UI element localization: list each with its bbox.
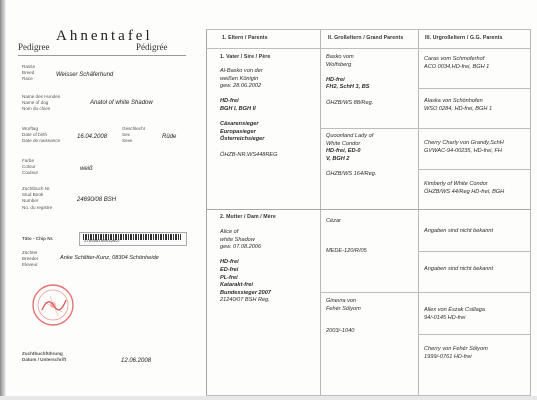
- entry-line: Basko vom: [326, 54, 354, 60]
- entry-line: gew. 07.08.2006: [220, 244, 262, 251]
- greatgrandparent-8: [424, 346, 488, 361]
- entry-line: ÖHZB/WS 88/Reg.: [326, 99, 374, 106]
- race-value: Weisser Schäferhund: [56, 72, 114, 78]
- entry-line: 21240/07 BSH Reg.: [220, 297, 270, 304]
- sex-value: Rüde: [162, 134, 177, 140]
- entry-line: Al-Basko von der: [220, 68, 263, 74]
- grid-gp-1: [320, 128, 531, 129]
- entry-line: Europasieger: [220, 128, 256, 135]
- greatgrandparent-3: [424, 140, 504, 155]
- entry-line: Cherry von Fehér Sólyom: [424, 346, 488, 352]
- entry-line: ED-frei: [220, 266, 239, 273]
- entry-line: ÖHZB-NR.WS448REG: [220, 151, 278, 158]
- entry-line: BGH I, BGH II: [220, 105, 256, 112]
- entry-line: MEDE-120/R/05: [326, 248, 367, 255]
- entry-line: Alice of: [220, 229, 239, 235]
- entry-line: [326, 69, 373, 77]
- grid-col-1: [206, 29, 207, 396]
- greatgrandparent-4: [424, 181, 504, 196]
- entry-line: weißen Königin: [220, 75, 259, 82]
- entry-line: [326, 226, 367, 234]
- studbook-value: 24690/08 BSH: [77, 197, 117, 203]
- grid-ggp-5: [418, 251, 531, 252]
- entry-line: 1999/-0761 HD-frei: [424, 353, 472, 360]
- entry-line: [326, 321, 361, 329]
- pedigree-fr: Pédigrée: [136, 42, 168, 52]
- breeding-club-seal: [30, 282, 76, 328]
- chip-sticker: [79, 232, 187, 246]
- breeder-value: Anke Schlitter-Kunz, 08304 Schönheide: [60, 255, 159, 261]
- entry-line: Katarakt-frei: [220, 282, 253, 289]
- entry-line: 2003/-1040: [326, 328, 355, 335]
- scan-border-bottom: [0, 396, 537, 400]
- entry-line: Cherry Charly von Grandy,SchH: [424, 140, 504, 146]
- greatgrandparent-2: [424, 98, 492, 113]
- entry-line: FH2, SchH 3, BS: [326, 84, 370, 91]
- entry-line: WSO 0284, HD-frei, BGH 1: [424, 105, 493, 112]
- grid-mid: [206, 209, 531, 210]
- entry-line: ÖHZB/WS 164/Reg.: [326, 170, 377, 177]
- grid-col-3: [418, 29, 419, 396]
- color-labels: Farbe Colour Couleur: [22, 158, 39, 176]
- entry-line: Allex von Észak Csillaga: [424, 307, 485, 313]
- greatgrandparent-6: [424, 266, 493, 274]
- entry-line: [220, 252, 271, 260]
- entry-line: Angaben sind nicht bekannt: [424, 266, 494, 272]
- entry-line: Kimberly of White Condor: [424, 181, 488, 187]
- grid-gp-3: [320, 292, 531, 293]
- birth-labels: Wurftag Date of birth Date de naissance: [22, 126, 61, 144]
- birth-value: 16.04.2008: [77, 134, 108, 140]
- entry-line: [220, 144, 278, 152]
- entry-line: White Condor: [326, 140, 361, 147]
- chip-label: Täto - Chip Nr.: [22, 236, 54, 241]
- entry-line: Österreichsieger: [220, 136, 265, 143]
- grid-ggp-1: [418, 88, 531, 89]
- sire-entry: [220, 68, 278, 159]
- entry-line: [326, 241, 367, 249]
- entry-line: Cézar: [326, 218, 341, 224]
- grid-col-2: [320, 29, 321, 396]
- col-header-grandparents: II. Großeltern / Grand Parents: [328, 35, 404, 41]
- entry-line: [326, 163, 376, 171]
- grid-top: [206, 29, 531, 30]
- scan-border: [0, 0, 6, 400]
- name-value: Anatol of white Shadow: [90, 100, 153, 106]
- signature-labels: Zuchtbuchführung Datum / Unterschrift: [22, 351, 67, 363]
- entry-line: HD-frei: [326, 76, 345, 83]
- col-header-greatgrandparents: III. Urgroßeltern / G.G. Parents: [425, 35, 503, 41]
- grandparent-1: [326, 54, 373, 107]
- grid-bottom: [206, 395, 531, 396]
- entry-line: HD-frei: [220, 98, 239, 105]
- entry-line: Fehér Sólyom: [326, 305, 361, 312]
- grid-header-bottom: [206, 48, 531, 49]
- race-labels: Rasse Breed Race: [22, 64, 36, 82]
- entry-line: 94/-0145 HD-frei: [424, 314, 466, 321]
- greatgrandparent-7: [424, 307, 485, 322]
- entry-line: gew. 28.06.2002: [220, 83, 262, 90]
- signature-date: 12.06.2008: [121, 358, 152, 364]
- dam-label: 2. Mutter / Dam / Mère: [220, 214, 276, 220]
- entry-line: ACO 0034,HD-frei, BGH 1: [424, 63, 490, 70]
- entry-line: Quoonland Lady of: [326, 133, 374, 139]
- grid-ggp-3: [418, 169, 531, 170]
- chip-number: 276098106019697: [84, 240, 121, 244]
- entry-line: HD-frei: [220, 259, 239, 266]
- breeder-labels: Züchter Breeder Eleveur: [22, 250, 39, 268]
- entry-line: Wolfsberg: [326, 61, 352, 68]
- col-header-parents: 1. Eltern / Parents: [222, 35, 268, 41]
- color-value: weiß: [80, 166, 93, 172]
- entry-line: [220, 114, 278, 122]
- entry-line: Angaben sind nicht bekannt: [424, 228, 494, 234]
- sex-labels: Geschlecht Sex Sexe: [122, 126, 145, 144]
- grid-ggp-7: [418, 334, 531, 335]
- entry-line: GVWAC-94-00235, HD-frei, FH: [424, 147, 502, 154]
- entry-line: [326, 92, 373, 100]
- greatgrandparent-5: [424, 228, 493, 236]
- grandparent-3: [326, 218, 367, 256]
- entry-line: white Shadow: [220, 236, 255, 243]
- dam-entry: [220, 229, 271, 305]
- sire-label: 1. Vater / Sire / Père: [220, 54, 271, 60]
- entry-line: Bundessieger 2007: [220, 289, 271, 296]
- entry-line: Alaska von Schönhofen: [424, 98, 483, 104]
- entry-line: HD-frei, ED-0: [326, 148, 361, 155]
- entry-line: Cäsarensieger: [220, 121, 259, 128]
- name-labels: Name des Hundes Name of dog Nom du chien: [22, 94, 61, 112]
- grid-col-4: [530, 29, 531, 396]
- title-rule: [18, 55, 186, 56]
- greatgrandparent-1: [424, 56, 489, 71]
- entry-line: V, BGH 2: [326, 155, 350, 162]
- pedigree-en: Pedigree: [18, 42, 50, 52]
- entry-line: [326, 233, 367, 241]
- entry-line: ÖHZB/WS 44/Reg HD-frei, BGH: [424, 188, 505, 195]
- document-title: Ahnentafel: [56, 28, 153, 44]
- grandparent-4: [326, 298, 361, 336]
- entry-line: Caras vom Schmoferhof: [424, 56, 485, 62]
- entry-line: [220, 91, 278, 99]
- grandparent-2: [326, 133, 376, 179]
- entry-line: PL-frei: [220, 274, 238, 281]
- studbook-labels: Zuchtbuch Nr. Stud Book Number No. du registre: [22, 186, 53, 210]
- entry-line: Ginevra von: [326, 298, 357, 304]
- entry-line: [326, 313, 361, 321]
